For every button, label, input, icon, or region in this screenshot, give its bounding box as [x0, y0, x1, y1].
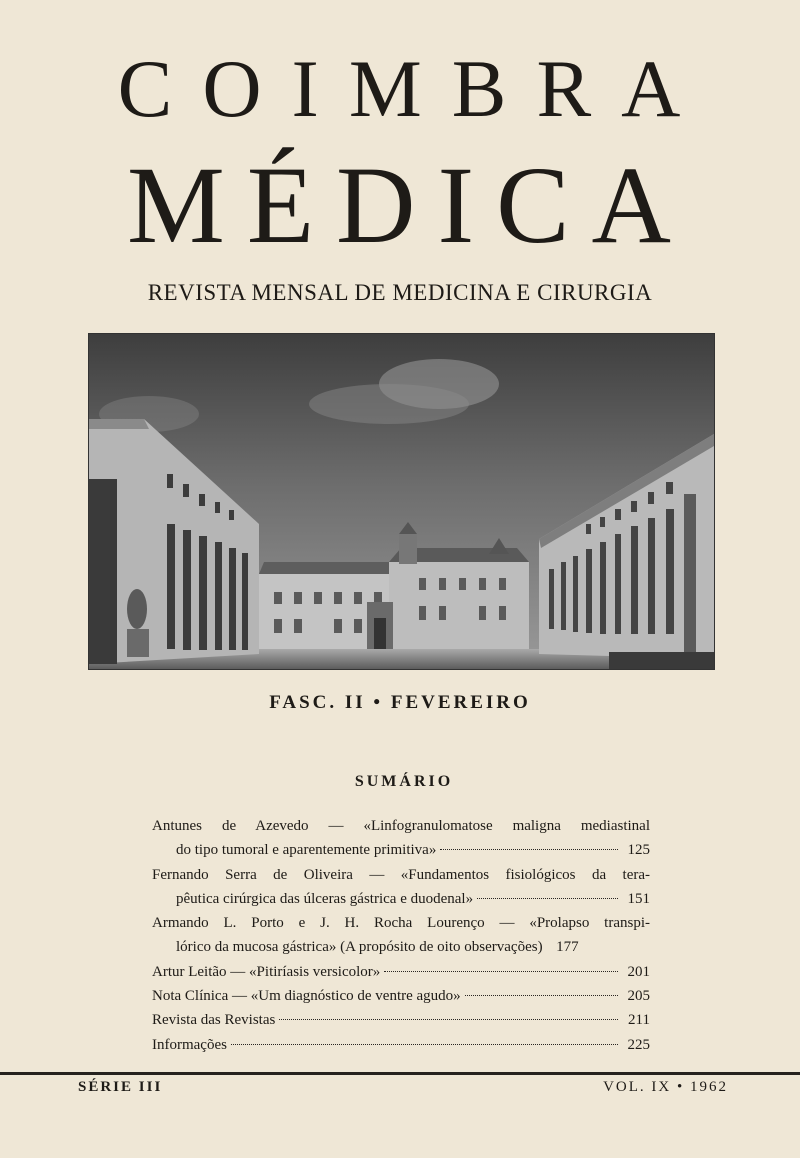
journal-title-line2: MÉDICA: [127, 144, 693, 266]
toc-entry-3-line2: [152, 935, 650, 959]
toc-entry-7: [152, 1033, 650, 1057]
toc-entry-text: Revista das Revistas: [152, 1012, 276, 1029]
toc-entry-5: [152, 984, 650, 1008]
toc-entry-text: Nota Clínica — «Um diagnóstico de ventre agudo»: [152, 988, 461, 1005]
toc-entry-text: Armando L. Porto e J. H. Rocha Lourenço — «Prolapso transpi-: [152, 915, 650, 932]
toc-page-number: 125: [627, 842, 650, 859]
toc-entry-text: Artur Leitão — «Pitiríasis versicolor»: [152, 963, 381, 980]
table-of-contents: [152, 814, 650, 1057]
summary-heading: SUMÁRIO: [354, 773, 454, 790]
toc-page-number: 211: [628, 1012, 650, 1029]
toc-page-number: 201: [627, 963, 650, 980]
toc-entry-2-line2: [152, 887, 650, 911]
toc-page-number: 225: [627, 1036, 650, 1053]
toc-entry-6: [152, 1008, 650, 1032]
journal-subtitle: REVISTA MENSAL DE MEDICINA E CIRURGIA: [147, 280, 653, 305]
toc-entry-text: Antunes de Azevedo — «Linfogranulomatose maligna mediastinal: [152, 818, 650, 834]
toc-entry-3-line1: [152, 911, 650, 935]
dot-leader: [279, 1019, 618, 1020]
journal-title-line1: COIMBRA: [117, 43, 711, 134]
toc-page-number: 205: [627, 988, 650, 1005]
series-label: SÉRIE III: [78, 1079, 163, 1095]
toc-entry-text: pêutica cirúrgica das úlceras gástrica e duodenal»: [176, 890, 474, 907]
toc-entry-4: [152, 960, 650, 984]
dot-leader: [440, 849, 618, 850]
toc-entry-1-line1: [152, 814, 650, 838]
footer-divider: [0, 1072, 800, 1075]
toc-entry-2-line1: [152, 863, 650, 887]
dot-leader: [384, 971, 618, 972]
toc-entry-text: Informações: [152, 1036, 227, 1053]
toc-page-number: 177: [556, 939, 579, 956]
cover-photograph-university-square: [88, 333, 715, 670]
issue-fascicle: FASC. II • FEVEREIRO: [269, 692, 531, 713]
toc-entry-text: Fernando Serra de Oliveira — «Fundamentos fisiológicos da tera-: [152, 866, 650, 883]
toc-entry-1-line2: [152, 838, 650, 862]
dot-leader: [465, 995, 618, 996]
dot-leader: [477, 898, 618, 899]
toc-entry-text: lórico da mucosa gástrica» (A propósito de oito observações): [176, 939, 543, 956]
toc-page-number: 151: [627, 890, 650, 907]
toc-entry-text: do tipo tumoral e aparentemente primitiva»: [176, 842, 437, 859]
volume-year-label: VOL. IX • 1962: [603, 1079, 728, 1095]
dot-leader: [231, 1044, 618, 1045]
